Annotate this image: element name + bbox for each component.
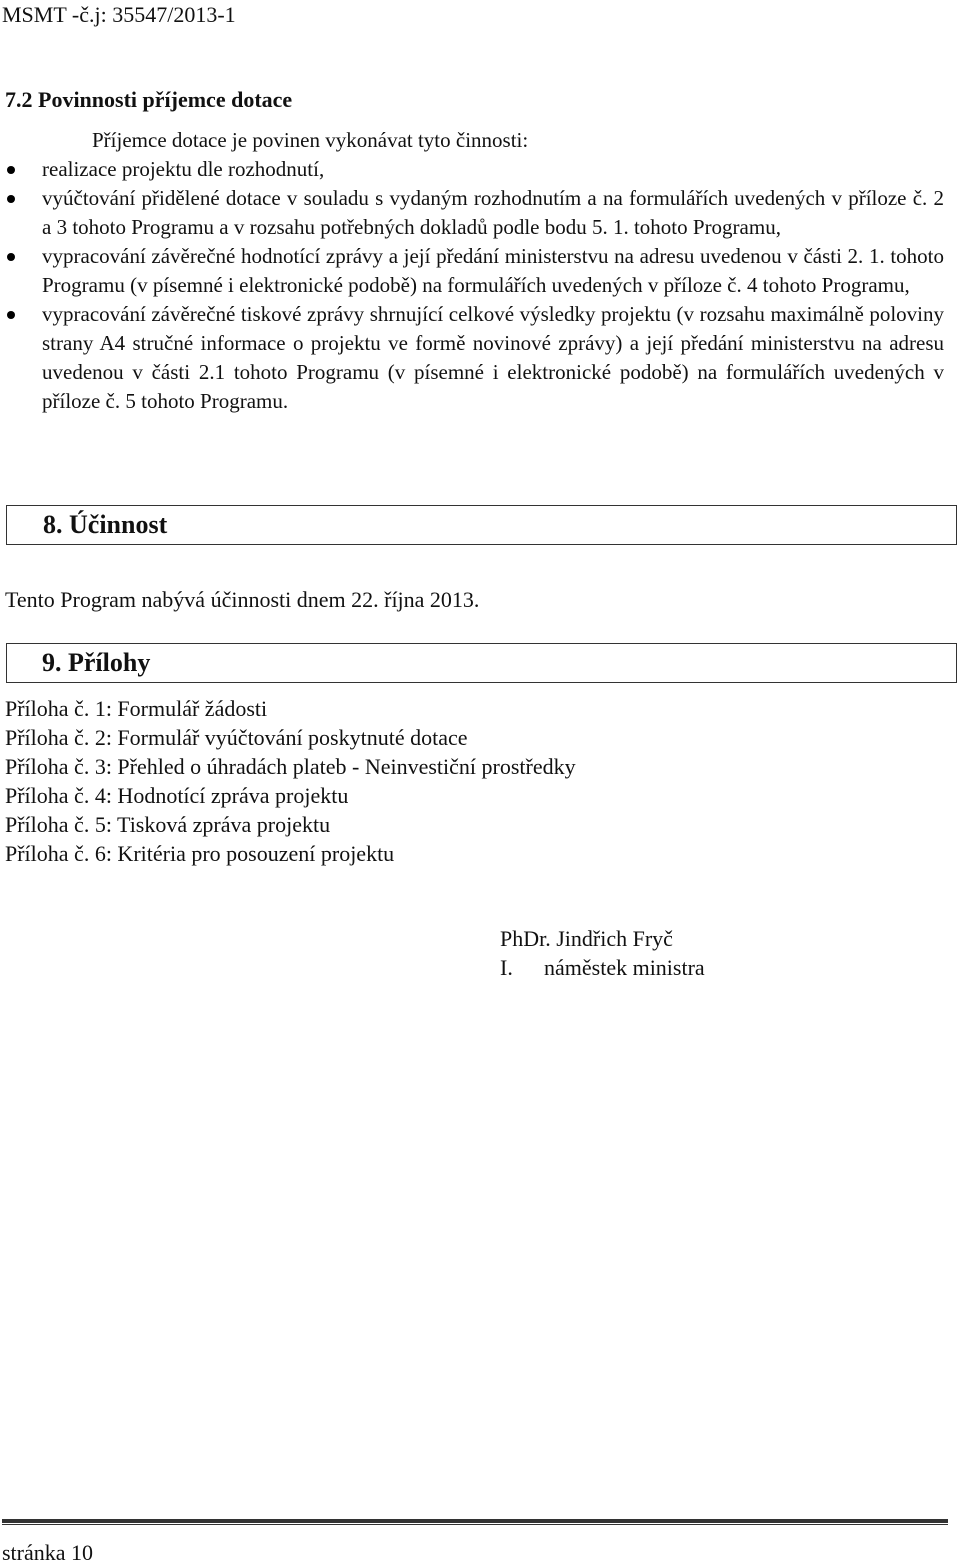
signatory-title-prefix: I. [500, 955, 513, 980]
signatory-title-text: náměstek ministra [544, 955, 705, 980]
attachment-item: Příloha č. 3: Přehled o úhradách plateb - Neinvestiční prostředky [5, 754, 576, 779]
signature-block [500, 924, 705, 982]
bullet-icon [7, 195, 15, 203]
obligations-intro: Příjemce dotace je povinen vykonávat tyto činnosti: [92, 128, 529, 152]
signatory-title [500, 953, 705, 982]
bullet-icon [7, 166, 15, 174]
document-reference: MSMT -č.j: 35547/2013-1 [2, 2, 236, 27]
obligations-list [0, 155, 960, 416]
obligation-item [42, 242, 944, 300]
section-8-heading: 8. Účinnost [6, 505, 957, 545]
obligation-item [42, 300, 944, 416]
obligation-text: vypracování závěrečné hodnotící zprávy a její předání ministerstvu na adresu uvedenou v části 2. 1. tohoto Programu (v písemné i elektronické podobě) na formulářích uvedených v příloze č. 4 tohoto Programu, [42, 244, 944, 297]
attachment-item: Příloha č. 6: Kritéria pro posouzení projektu [5, 841, 395, 866]
bullet-icon [7, 311, 15, 319]
obligation-item [42, 184, 944, 242]
attachment-item: Příloha č. 4: Hodnotící zpráva projektu [5, 783, 349, 808]
attachments-list [5, 694, 576, 868]
section-9-heading: 9. Přílohy [6, 643, 957, 683]
section-7-2-heading: 7.2 Povinnosti příjemce dotace [5, 87, 293, 112]
page-number: stránka 10 [2, 1540, 94, 1565]
obligation-text: vyúčtování přidělené dotace v souladu s vydaným rozhodnutím a na formulářích uvedených v příloze č. 2 a 3 tohoto Programu a v rozsahu potřebných dokladů podle bodu 5. 1. tohoto Programu, [42, 186, 944, 239]
bullet-icon [7, 253, 15, 261]
attachment-item: Příloha č. 1: Formulář žádosti [5, 696, 268, 721]
attachment-item: Příloha č. 5: Tisková zpráva projektu [5, 812, 331, 837]
obligation-text: realizace projektu dle rozhodnutí, [42, 157, 325, 181]
footer-divider [2, 1519, 948, 1525]
signatory-name: PhDr. Jindřich Fryč [500, 926, 673, 951]
obligation-text: vypracování závěrečné tiskové zprávy shrnující celkové výsledky projektu (v rozsahu maximálně poloviny strany A4 stručné informace o projektu ve formě novinové zprávy) a její předání ministerstvu na adresu uvedenou v části 2.1 tohoto Programu (v písemné i elektronické podobě) na formulářích uvedených v příloze č. 5 tohoto Programu. [42, 302, 944, 413]
effective-date-text: Tento Program nabývá účinnosti dnem 22. října 2013. [5, 587, 480, 612]
attachment-item: Příloha č. 2: Formulář vyúčtování poskytnuté dotace [5, 725, 468, 750]
obligation-item [42, 155, 944, 184]
